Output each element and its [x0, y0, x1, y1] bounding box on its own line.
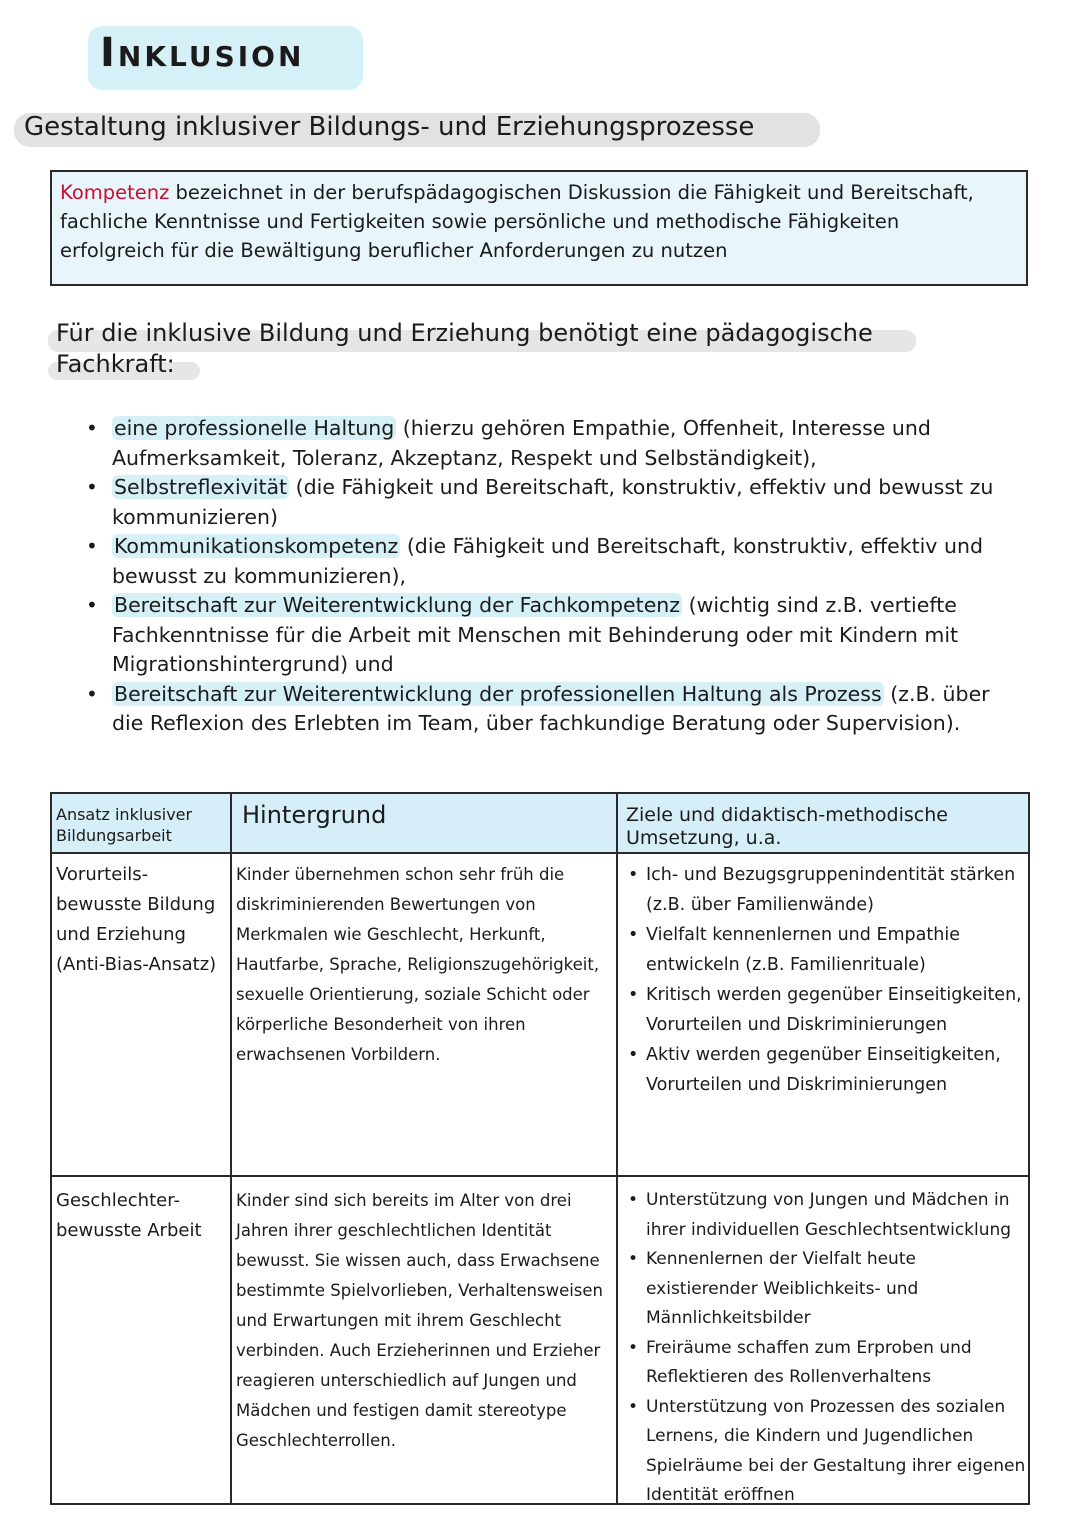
list-item	[80, 473, 1010, 532]
list-item	[80, 532, 1010, 591]
column-header-approach: Ansatz inklusiver Bildungsarbeit	[56, 805, 193, 845]
list-item: • Unterstützung von Jungen und Mädchen in ihrer individuellen Geschlechtsentwicklung	[624, 1186, 1028, 1245]
list-item: • Vielfalt kennenlernen und Empathie entwickeln (z.B. Familienrituale)	[624, 920, 1028, 980]
column-divider	[230, 794, 232, 1503]
requirement-label: Bereitschaft zur Weiterentwicklung der Fachkompetenz	[114, 593, 681, 617]
requirement-text: (hierzu gehören Empathie, Offenheit, Interesse und Aufmerksamkeit, Toleranz, Akzeptanz, Respekt und Selbständigkeit),	[112, 416, 931, 470]
approach-cell: Vorurteils-bewusste Bildung und Erziehung (Anti-Bias-Ansatz)	[56, 864, 217, 975]
list-item: • Kritisch werden gegenüber Einseitigkeiten, Vorurteilen und Diskriminierungen	[624, 980, 1028, 1040]
list-item: • Aktiv werden gegenüber Einseitigkeiten, Vorurteilen und Diskriminierungen	[624, 1040, 1028, 1100]
page-subtitle: Gestaltung inklusiver Bildungs- und Erziehungsprozesse	[24, 112, 755, 142]
definition-text	[60, 178, 1010, 265]
goals-list	[624, 860, 1028, 1100]
column-header-background: Hintergrund	[242, 801, 387, 829]
intro-text: Für die inklusive Bildung und Erziehung benötigt eine pädagogische Fachkraft:	[56, 319, 873, 378]
requirement-text: (die Fähigkeit und Bereitschaft, konstruktiv, effektiv und bewusst zu kommunizieren),	[112, 534, 983, 588]
bullet-icon: •	[86, 416, 98, 440]
approach-cell: Geschlechter-bewusste Arbeit	[56, 1190, 202, 1241]
list-item: • Ich- und Bezugsgruppenindentität stärken (z.B. über Familienwände)	[624, 860, 1028, 920]
definition-term: Kompetenz	[60, 181, 170, 204]
column-header-goals: Ziele und didaktisch-methodische Umsetzung, u.a.	[626, 804, 948, 849]
background-cell: Kinder sind sich bereits im Alter von drei Jahren ihrer geschlechtlichen Identität bewusst. Sie wissen auch, dass Erwachsene bestimmte Spielvorlieben, Verhaltensweisen und Erwartungen mit ihrem Geschlecht verbinden. Auch Erzieherinnen und Erzieher reagieren unterschiedlich auf Jungen und Mädchen und festigen damit stereotype Geschlechterrollen.	[236, 1191, 604, 1450]
requirement-label: Selbstreflexivität	[114, 475, 288, 499]
bullet-icon: •	[86, 681, 98, 706]
requirement-text: (z.B. über die Reflexion des Erlebten im Team, über fachkundige Beratung oder Supervision).	[112, 681, 990, 735]
page-title: Inklusion	[100, 30, 305, 76]
row-divider	[52, 1175, 1028, 1177]
bullet-icon: •	[86, 534, 98, 558]
list-item	[80, 591, 1010, 680]
bullet-icon: •	[86, 593, 98, 617]
requirement-label: eine professionelle Haltung	[114, 416, 395, 440]
list-item: • Freiräume schaffen zum Erproben und Reflektieren des Rollenverhaltens	[624, 1334, 1028, 1393]
requirement-label: Kommunikationskompetenz	[114, 534, 399, 558]
list-item	[80, 414, 1010, 473]
definition-box	[50, 170, 1028, 286]
requirement-text: (wichtig sind z.B. vertiefte Fachkenntnisse für die Arbeit mit Menschen mit Behinderung oder mit Kindern mit Migrationshintergrund) und	[112, 593, 959, 676]
bullet-icon: •	[86, 475, 98, 499]
requirements-list	[80, 414, 1010, 739]
list-item: • Unterstützung von Prozessen des sozialen Lernens, die Kindern und Jugendlichen Spielräume bei der Gestaltung ihrer eigenen Identität eröffnen	[624, 1393, 1028, 1511]
list-item: • Kennenlernen der Vielfalt heute existierender Weiblichkeits- und Männlichkeitsbilder	[624, 1245, 1028, 1334]
definition-body: bezeichnet in der berufspädagogischen Diskussion die Fähigkeit und Bereitschaft, fachliche Kenntnisse und Fertigkeiten sowie persönliche und methodische Fähigkeiten erfolgreich für die Bewältigung beruflicher Anforderungen zu nutzen	[60, 181, 974, 262]
goals-list	[624, 1186, 1028, 1511]
requirement-label: Bereitschaft zur Weiterentwicklung der professionellen Haltung als Prozess	[114, 681, 882, 706]
column-divider	[616, 794, 618, 1503]
list-item	[80, 680, 1010, 739]
approach-table	[50, 792, 1030, 1505]
requirement-text: (die Fähigkeit und Bereitschaft, konstruktiv, effektiv und bewusst zu kommunizieren)	[112, 475, 994, 529]
background-cell: Kinder übernehmen schon sehr früh die diskriminierenden Bewertungen von Merkmalen wie Geschlecht, Herkunft, Hautfarbe, Sprache, Religionszugehörigkeit, sexuelle Orientierung, soziale Schicht oder körperliche Besonderheit von ihren erwachsenen Vorbildern.	[236, 865, 600, 1064]
